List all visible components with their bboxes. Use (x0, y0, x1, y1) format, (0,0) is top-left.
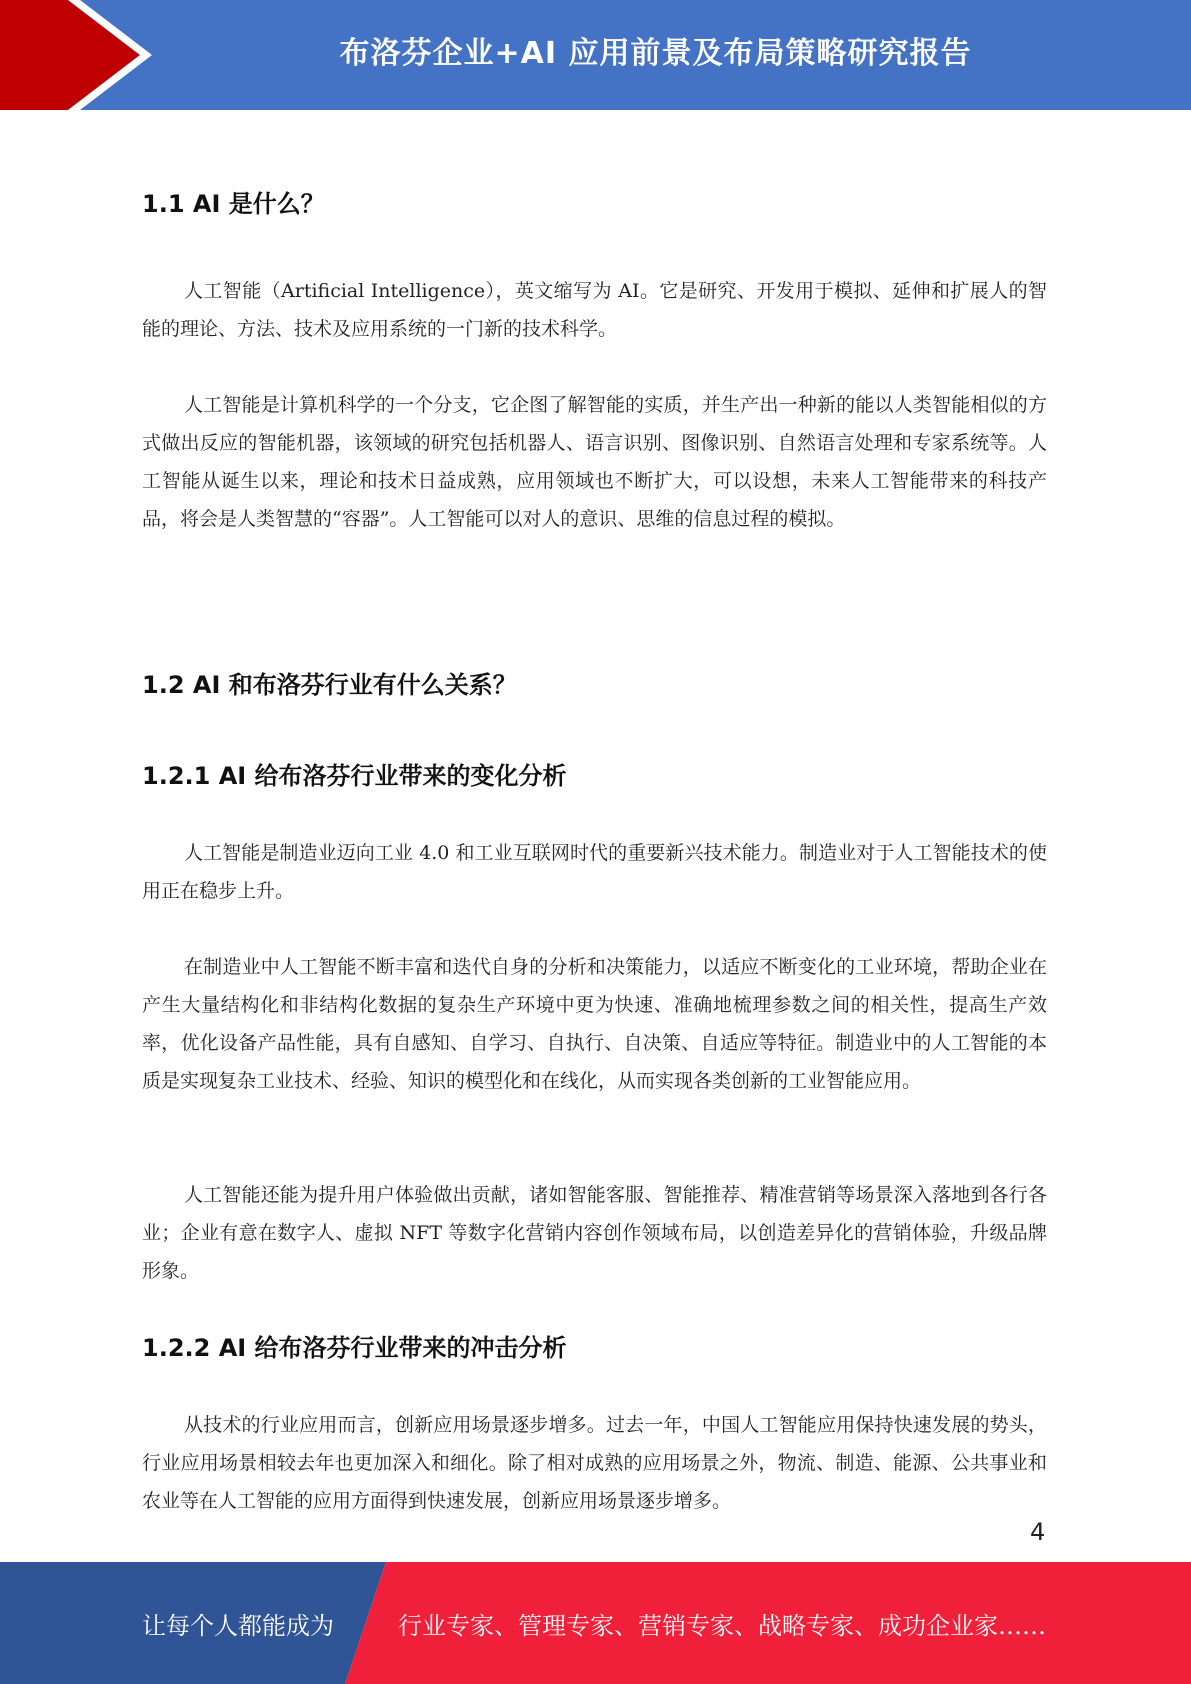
paragraph: 人工智能是计算机科学的一个分支，它企图了解智能的实质，并生产出一种新的能以人类智能相似的方式做出反应的智能机器，该领域的研究包括机器人、语言识别、图像识别、自然语言处理和专家系统等。人工智能从诞生以来，理论和技术日益成熟，应用领域也不断扩大，可以设想，未来人工智能带来的科技产品，将会是人类智慧的“容器”。人工智能可以对人的意识、思维的信息过程的模拟。 (142, 394, 1047, 530)
section-heading-1-2: 1.2 AI 和布洛芬行业有什么关系？ (142, 671, 517, 699)
footer-slogan-right: 行业专家、管理专家、营销专家、战略专家、成功企业家…… (398, 1612, 1046, 1640)
footer-slogan-left: 让每个人都能成为 (142, 1612, 334, 1640)
paragraph: 人工智能是制造业迈向工业 4.0 和工业互联网时代的重要新兴技术能力。制造业对于人工智能技术的使用正在稳步上升。 (142, 842, 1047, 902)
footer-band (0, 1562, 1191, 1684)
paragraph: 在制造业中人工智能不断丰富和迭代自身的分析和决策能力，以适应不断变化的工业环境，帮助企业在产生大量结构化和非结构化数据的复杂生产环境中更为快速、准确地梳理参数之间的相关性，提高生产效率，优化设备产品性能，具有自感知、自学习、自执行、自决策、自适应等特征。制造业中的人工智能的本质是实现复杂工业技术、经验、知识的模型化和在线化，从而实现各类创新的工业智能应用。 (142, 956, 1047, 1092)
section-heading-1-2-1: 1.2.1 AI 给布洛芬行业带来的变化分析 (142, 762, 567, 790)
page-number: 4 (1030, 1518, 1046, 1546)
paragraph: 从技术的行业应用而言，创新应用场景逐步增多。过去一年，中国人工智能应用保持快速发展的势头，行业应用场景相较去年也更加深入和细化。除了相对成熟的应用场景之外，物流、制造、能源、公共事业和农业等在人工智能的应用方面得到快速发展，创新应用场景逐步增多。 (142, 1414, 1047, 1512)
paragraph: 人工智能（Artificial Intelligence），英文缩写为 AI。它是研究、开发用于模拟、延伸和扩展人的智能的理论、方法、技术及应用系统的一门新的技术科学。 (142, 280, 1047, 340)
red-arrow-decoration (0, 0, 160, 110)
header-band (0, 0, 1191, 110)
paragraph: 人工智能还能为提升用户体验做出贡献，诸如智能客服、智能推荐、精准营销等场景深入落地到各行各业；企业有意在数字人、虚拟 NFT 等数字化营销内容创作领域布局，以创造差异化的营销体验，升级品牌形象。 (142, 1184, 1047, 1282)
report-title: 布洛芬企业+AI 应用前景及布局策略研究报告 (339, 36, 972, 71)
section-heading-1-1: 1.1 AI 是什么？ (142, 190, 325, 218)
section-heading-1-2-2: 1.2.2 AI 给布洛芬行业带来的冲击分析 (142, 1334, 567, 1362)
